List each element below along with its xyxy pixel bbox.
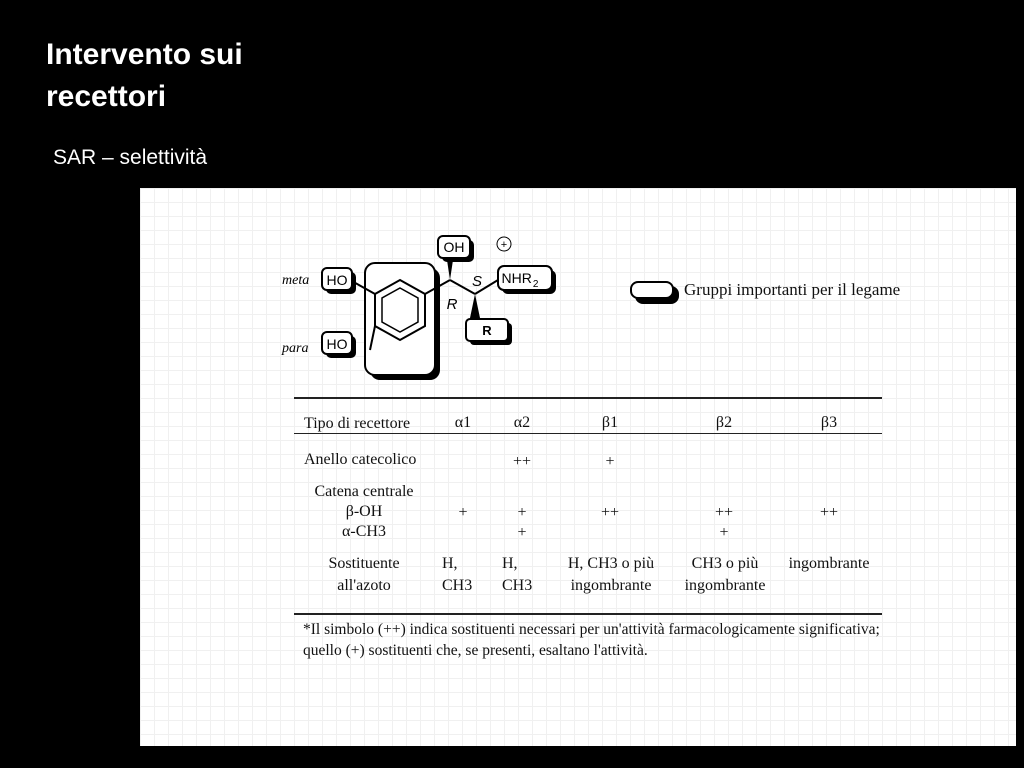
ho-meta-label: HO [326, 272, 348, 288]
legend-box-icon [630, 281, 674, 299]
catecholamine-structure [270, 232, 600, 412]
legend [630, 280, 900, 300]
stereo-r-label: R [446, 296, 458, 313]
row-sost-label-2: all'azoto [337, 577, 391, 594]
row-sost-alpha1-1: H, [442, 555, 458, 572]
slide-subtitle: SAR – selettività [53, 146, 208, 169]
row-boh-beta1: ++ [600, 504, 620, 521]
row-ach3-beta2: + [719, 524, 729, 541]
row-sost-alpha2-2: CH3 [502, 577, 533, 594]
row-boh-beta2: ++ [714, 504, 734, 521]
charge-label: + [500, 239, 508, 251]
stereo-s-label: S [471, 273, 483, 290]
meta-label: meta [282, 273, 310, 288]
oh-label: OH [443, 239, 465, 255]
row-sost-beta1-2: ingombrante [570, 577, 652, 594]
header-beta3: β3 [820, 414, 838, 431]
nhr2-label: NHR [501, 270, 532, 286]
row-sost-beta2-1: CH3 o più [691, 555, 759, 572]
header-alpha1: α1 [454, 414, 472, 431]
table-bottom-rule [294, 613, 882, 615]
row-ach3-label: α-CH3 [342, 523, 386, 540]
header-beta1: β1 [601, 414, 619, 431]
table-top-rule [294, 397, 882, 399]
header-tipo: Tipo di recettore [304, 415, 411, 432]
row-boh-label: β-OH [345, 503, 383, 520]
table-footnote: *Il simbolo (++) indica sostituenti necessari per un'attività farmacologicamente significativa; quello (+) sostituenti che, se presenti, esaltano l'attività. [303, 621, 880, 659]
legend-text: Gruppi importanti per il legame [684, 280, 901, 299]
row-anello-beta1: + [605, 453, 615, 470]
row-sost-beta3-1: ingombrante [788, 555, 870, 572]
row-boh-beta3: ++ [819, 504, 839, 521]
row-sost-label-1: Sostituente [328, 555, 400, 572]
row-sost-alpha1-2: CH3 [442, 577, 473, 594]
row-anello-alpha2: ++ [512, 453, 532, 470]
row-anello-label: Anello catecolico [304, 451, 417, 468]
figure-panel [140, 188, 1016, 746]
slide-title: Intervento sui recettori [46, 38, 243, 113]
row-sost-beta1-1: H, CH3 o più [567, 555, 655, 572]
nhr2-subscript: 2 [532, 279, 539, 290]
ho-para-label: HO [326, 336, 348, 352]
row-sost-beta2-2: ingombrante [684, 577, 766, 594]
row-catena-label: Catena centrale [314, 483, 414, 500]
r-group-label: R [482, 323, 492, 338]
row-boh-alpha1: + [458, 504, 468, 521]
row-boh-alpha2: + [517, 504, 527, 521]
para-label: para [282, 341, 309, 356]
header-beta2: β2 [715, 414, 733, 431]
row-ach3-alpha2: + [517, 524, 527, 541]
row-sost-alpha2-1: H, [502, 555, 518, 572]
header-alpha2: α2 [513, 414, 531, 431]
